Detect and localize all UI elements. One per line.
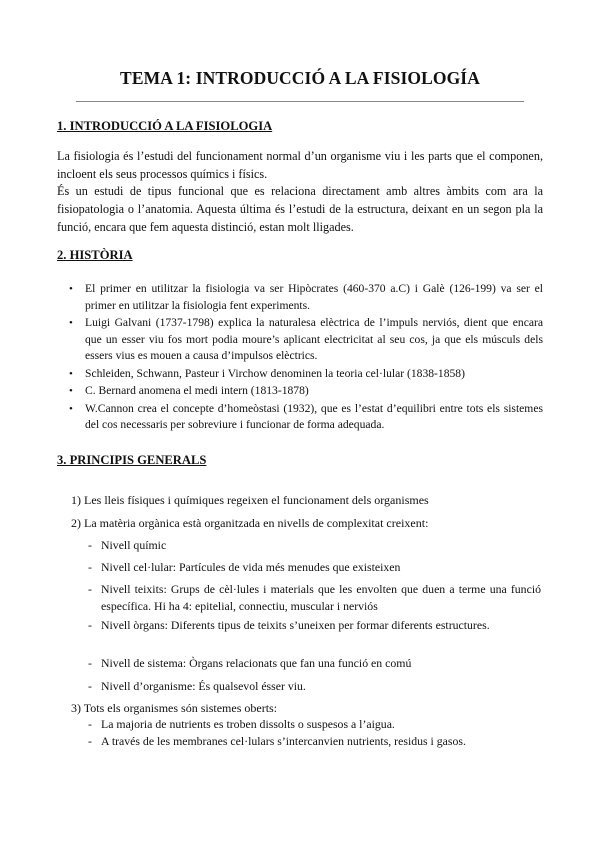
section-1-paragraph-1: La fisiologia és l’estudi del funcionament normal d’un organisme viu i les parts que el componen, incloent els seus processos químics i físics. [57,149,543,181]
level-item: - Nivell d’organisme: És qualsevol ésser viu. [88,679,306,693]
list-item: • Schleiden, Schwann, Pasteur i Virchow denominen la teoria cel·lular (1838-1858) [57,366,543,383]
section-3-heading: 3. PRINCIPIS GENERALS [57,453,207,467]
principle-1: 1) Les lleis físiques i químiques regeixen el funcionament dels organismes [71,493,429,507]
list-item: • C. Bernard anomena el medi intern (1813-1878) [57,383,543,400]
list-item: • Luigi Galvani (1737-1798) explica la naturalesa elèctrica de l’impuls nerviós, dient que encara que un esser viu fos mort podia moure’s aplicant electricitat al seu cos, ja que els músculs dels essers vius es mouen a causa d’impulsos elèctrics. [69,316,543,362]
level-item: - Nivell òrgans: Diferents tipus de teixits s’uneixen per formar diferents estructures. [88,618,490,632]
level-item: - Nivell teixits: Grups de cèl·lules i materials que les envolten que duen a terme una funció específica. Hi ha 4: epitelial, connectiu, muscular i nerviós [88,582,541,613]
level-item: - Nivell cel·lular: Partícules de vida més menudes que existeixen [88,560,401,574]
bullet-icon: • [69,317,73,329]
list-item: • W.Cannon crea el concepte d’homeòstasi (1932), que es l’estat d’equilibri entre tots els sistemes del cos necessaris per sobreviure i funcionar de forma adequada. [69,401,543,431]
open-system-item: - La majoria de nutrients es troben dissolts o suspesos a l’aigua. [88,717,395,731]
principle-3: 3) Tots els organismes són sistemes oberts: [71,701,278,715]
title-divider [76,101,524,102]
section-1-paragraph-2: És un estudi de tipus funcional que es relaciona directament amb altres àmbits com ara la fisiopatologia o l’anatomia. Aquesta última és l’estudi de la estructura, deixant en un segon pla la funció, encara que fem aquesta distinció, estan molt lligades. [57,184,543,234]
list-item: • El primer en utilitzar la fisiologia va ser Hipòcrates (460-370 a.C) i Galè (126-199) va ser el primer en utilitzar la fisiologia fent experiments. [69,282,543,312]
bullet-icon: • [69,283,73,295]
section-2-heading: 2. HISTÒRIA [57,248,133,262]
bullet-icon: • [69,367,73,380]
principle-2: 2) La matèria orgànica està organitzada en nivells de complexitat creixent: [71,516,429,530]
section-1-heading: 1. INTRODUCCIÓ A LA FISIOLOGIA [57,119,273,133]
history-list [57,281,543,435]
level-item: - Nivell de sistema: Òrgans relacionats que fan una funció en comú [88,656,412,670]
bullet-icon: • [69,402,73,415]
bullet-icon: • [69,385,73,397]
open-system-item: - A través de les membranes cel·lulars s’intercanvien nutrients, residus i gasos. [88,734,466,748]
level-item: - Nivell químic [88,538,167,552]
page-title: TEMA 1: INTRODUCCIÓ A LA FISIOLOGÍA [120,68,480,88]
